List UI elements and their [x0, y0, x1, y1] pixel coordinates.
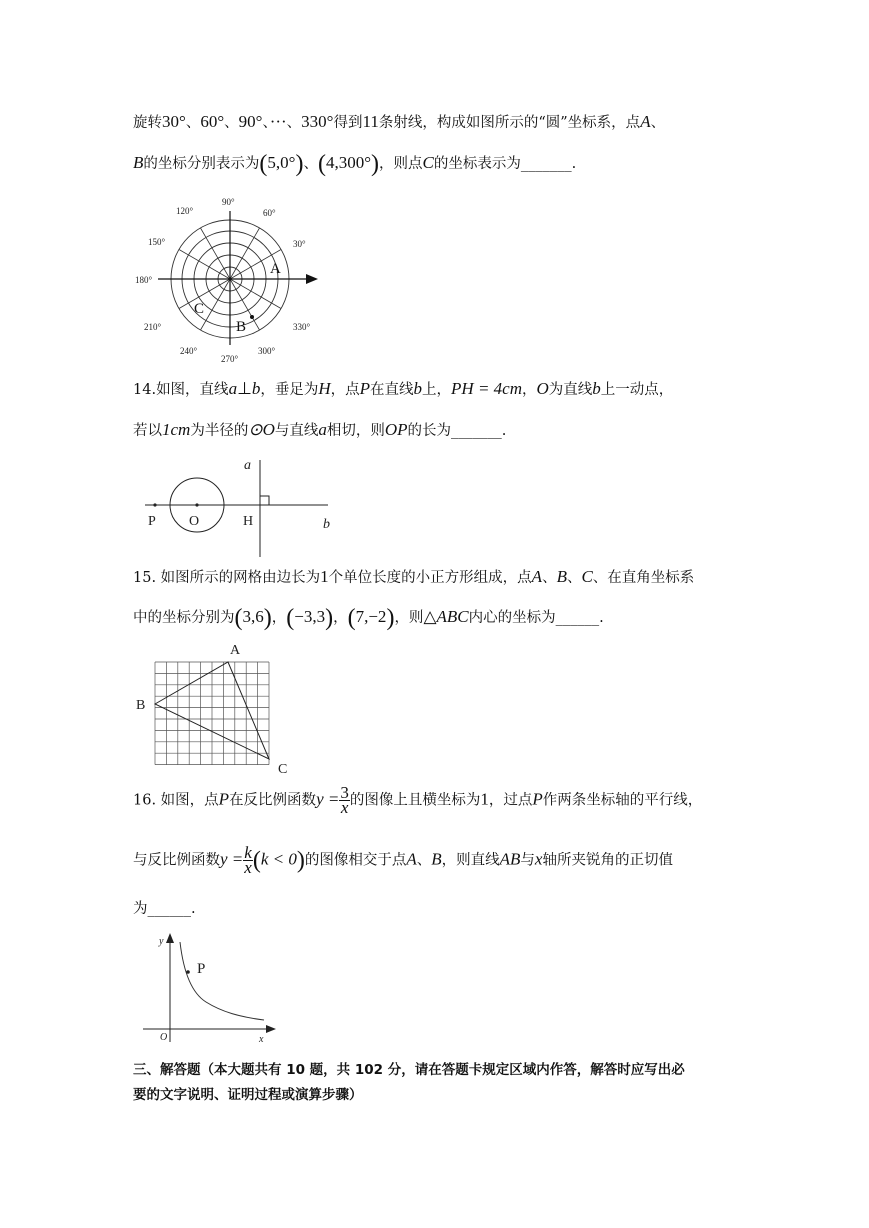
- label-330: 330°: [293, 322, 311, 332]
- unit-length: 1: [320, 567, 329, 586]
- point-a: A: [406, 849, 417, 869]
- label-300: 300°: [258, 346, 276, 356]
- q16-line3: [133, 899, 196, 919]
- q15-text: 个单位长度的小正方形组成，点: [328, 570, 532, 586]
- point-p: P: [218, 789, 230, 809]
- origin-label: O: [160, 1032, 168, 1043]
- paren: (: [286, 605, 295, 631]
- point-p: P: [532, 789, 543, 809]
- q15-text: 15. 如图所示的网格由边长为: [133, 570, 321, 586]
- figure-point-c: C: [194, 301, 205, 317]
- section-3-heading-line1: 三、解答题（本大题共有 10 题，共 102 分，请在答题卡规定区域内作答，解答时应写出必: [133, 1062, 685, 1078]
- q16-text: 轴所夹锐角的正切值: [542, 852, 673, 869]
- point-b: B: [133, 153, 144, 172]
- q14-text: 上一动点，: [600, 382, 674, 398]
- paren: (: [252, 847, 261, 874]
- q16-text: 在反比例函数: [229, 792, 317, 809]
- circle-o: ⊙O: [248, 420, 275, 439]
- grid-triangle-figure: [133, 640, 303, 775]
- paren: ): [325, 605, 334, 631]
- angle-30: 30°: [162, 112, 186, 131]
- line-b: b: [413, 379, 423, 398]
- q14-text: 若以: [133, 423, 162, 439]
- q16-text: 与反比例函数: [133, 852, 220, 869]
- q16-text: 16. 如图，点: [133, 792, 219, 809]
- fraction-3-over-x: [339, 783, 350, 817]
- q15-line2: [133, 605, 604, 631]
- q14-text: 在直线: [370, 382, 414, 398]
- section-3-heading-line2: 要的文字说明、证明过程或演算步骤）: [133, 1087, 363, 1103]
- paren: (: [234, 605, 243, 631]
- sep: 、: [542, 570, 557, 586]
- angle-330: 330°: [301, 112, 334, 131]
- q14-text: 为半径的: [190, 423, 249, 439]
- function-y: y =: [316, 789, 340, 809]
- answer-blank: _______: [451, 423, 502, 439]
- hyperbola-figure: [140, 930, 280, 1048]
- label-30: 30°: [293, 239, 306, 249]
- grid-label-b: B: [136, 698, 146, 713]
- paren: ): [296, 847, 305, 874]
- q16-text: 作两条坐标轴的平行线，: [542, 792, 703, 809]
- sep: 、: [650, 115, 666, 131]
- line-b: b: [592, 379, 601, 398]
- paren: ): [263, 605, 272, 631]
- line-ab: AB: [499, 849, 521, 869]
- perp-symbol: ⊥: [237, 379, 252, 398]
- point-b: B: [556, 567, 567, 586]
- q14-text: ，垂足为: [260, 382, 319, 398]
- q14-text: 与直线: [274, 423, 319, 439]
- q14-text: ，: [522, 382, 537, 398]
- q15-text: 内心的坐标为: [468, 610, 556, 626]
- period: .: [191, 901, 196, 917]
- paren: (: [259, 151, 268, 177]
- q14-text: 为直线: [548, 382, 593, 398]
- label-210: 210°: [144, 322, 162, 332]
- coord-a: 5,0°: [267, 153, 296, 172]
- q14-text: 相切，则: [326, 423, 385, 439]
- question-number: 14.: [133, 382, 157, 398]
- period: .: [571, 156, 577, 172]
- point-p: P: [359, 379, 371, 398]
- sep: 、: [286, 115, 302, 131]
- paren: (: [317, 151, 326, 177]
- q13-text: 条射线，构成如图所示的“圆”坐标系，点: [378, 115, 641, 131]
- label-60: 60°: [263, 208, 276, 218]
- coord-b: 4,300°: [325, 153, 372, 172]
- paren: ): [371, 151, 380, 177]
- answer-blank: ______: [555, 610, 600, 626]
- paren: (: [347, 605, 356, 631]
- q14-text: 上，: [422, 382, 452, 398]
- q14-line2: [133, 420, 506, 441]
- q13-text: 的坐标表示为: [433, 156, 521, 172]
- q15-text: 、在直角坐标系: [592, 570, 695, 586]
- q15-line1: [133, 567, 694, 588]
- label-270: 270°: [221, 354, 239, 364]
- q13-text: ，则点: [379, 156, 423, 172]
- point-a: A: [531, 567, 543, 586]
- q13-line1: [133, 112, 665, 133]
- polar-coordinate-figure: [133, 193, 333, 363]
- q13-text-rotate: 旋转: [133, 115, 162, 131]
- ph-equation: PH = 4cm: [451, 379, 523, 398]
- sep: 、: [566, 570, 582, 586]
- fig-label-b: b: [323, 517, 330, 532]
- fraction-k-over-x: [243, 843, 253, 877]
- period: .: [599, 610, 604, 626]
- q13-text: 得到: [333, 115, 363, 131]
- figure-point-a: A: [270, 261, 281, 277]
- label-90: 90°: [222, 197, 235, 207]
- label-120: 120°: [176, 206, 194, 216]
- label-150: 150°: [148, 237, 166, 247]
- line-b: b: [251, 379, 261, 398]
- angle-60: 60°: [200, 112, 225, 131]
- sep: 、: [224, 115, 239, 131]
- triangle-abc: ABC: [436, 607, 469, 626]
- ellipsis: ···: [269, 112, 287, 131]
- label-240: 240°: [180, 346, 198, 356]
- figure-point-p: P: [197, 961, 206, 977]
- q13-line2: [133, 151, 577, 177]
- point-c: C: [581, 567, 593, 586]
- q16-line2: [133, 843, 673, 877]
- answer-blank: ______: [147, 901, 191, 917]
- sep: 、: [185, 115, 201, 131]
- point-a: A: [640, 112, 651, 131]
- grid-label-c: C: [278, 762, 288, 777]
- point-b: B: [431, 849, 442, 869]
- perpendicular-lines-figure: [140, 455, 340, 560]
- q15-text: 中的坐标分别为: [133, 610, 235, 626]
- coord-b: −3,3: [294, 607, 326, 626]
- abscissa-value: 1: [480, 789, 489, 809]
- sep: 、: [262, 115, 270, 131]
- q14-text: ，点: [330, 382, 360, 398]
- fig-label-p: P: [148, 514, 156, 529]
- k-condition: k < 0: [260, 849, 297, 869]
- q13-text: 的坐标分别表示为: [143, 156, 260, 172]
- q14-line1: [133, 379, 673, 400]
- sep: 、: [303, 156, 318, 172]
- figure-point-b: B: [236, 319, 247, 335]
- radius-value: 1cm: [162, 420, 191, 439]
- coord-a: 3,6: [242, 607, 264, 626]
- denominator: x: [244, 858, 252, 877]
- paren: ): [386, 605, 395, 631]
- q16-text: 为: [133, 901, 148, 917]
- q14-text: 的长为: [407, 423, 452, 439]
- point-o: O: [536, 379, 549, 398]
- numerator: 3: [340, 783, 349, 802]
- point-h: H: [318, 379, 331, 398]
- line-a: a: [228, 379, 238, 398]
- fig-label-o: O: [189, 514, 200, 529]
- q16-text: 的图像上且横坐标为: [349, 792, 481, 809]
- coord-c: 7,−2: [355, 607, 387, 626]
- angle-90: 90°: [238, 112, 263, 131]
- axis-label-x: x: [259, 1034, 264, 1045]
- answer-blank: _______: [520, 156, 572, 172]
- fig-label-a: a: [244, 458, 251, 473]
- triangle-symbol: △: [423, 607, 437, 626]
- numerator: k: [244, 843, 252, 862]
- q16-text: 的图像相交于点: [304, 852, 407, 869]
- axis-label-y: y: [159, 936, 164, 947]
- q16-text: ，则直线: [441, 852, 500, 869]
- q15-text: ，则: [394, 610, 424, 626]
- paren: ): [295, 151, 304, 177]
- function-y: y =: [220, 849, 244, 869]
- q14-text: 如图，直线: [156, 382, 229, 398]
- period: .: [501, 423, 507, 439]
- fig-label-h: H: [243, 514, 254, 529]
- sep: ，: [333, 610, 348, 626]
- point-c: C: [422, 153, 434, 172]
- label-180: 180°: [135, 275, 153, 285]
- denominator: x: [340, 798, 349, 817]
- segment-op: OP: [384, 420, 408, 439]
- grid-label-a: A: [230, 643, 241, 658]
- sep: ，: [271, 610, 287, 626]
- q16-text: ，过点: [488, 792, 533, 809]
- q16-line1: [133, 783, 703, 817]
- ray-count: 11: [362, 112, 379, 131]
- line-a: a: [318, 420, 327, 439]
- q16-text: 与: [520, 852, 535, 869]
- x-axis-symbol: x: [534, 849, 543, 869]
- sep: 、: [416, 852, 432, 869]
